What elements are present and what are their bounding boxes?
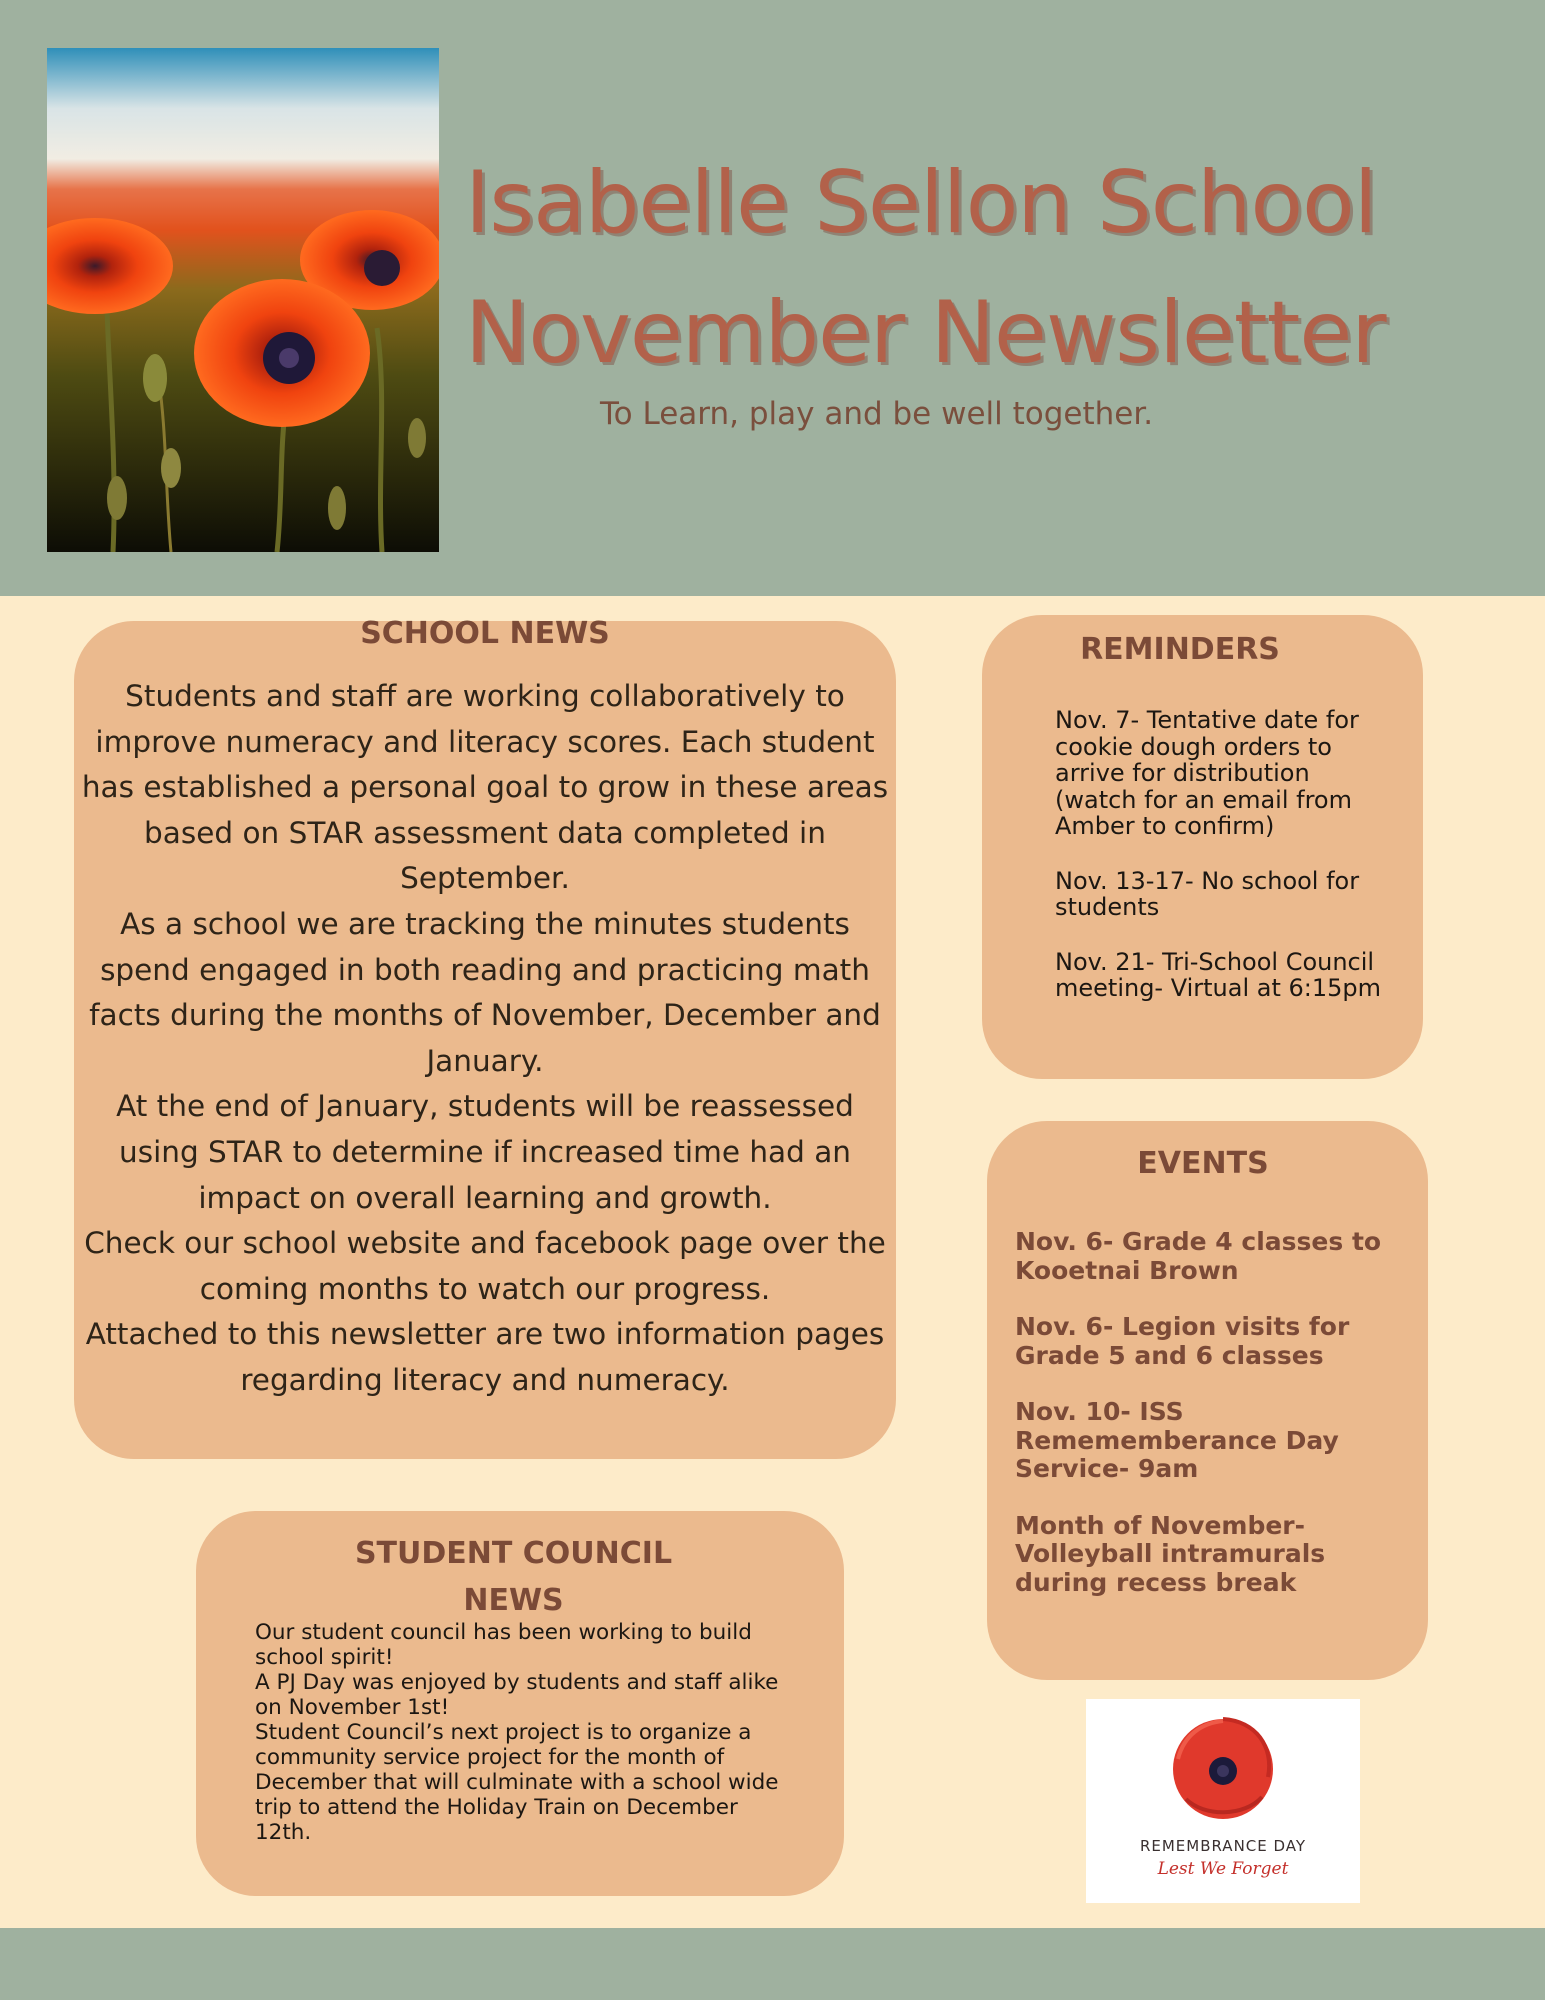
reminders-heading: REMINDERS (1080, 632, 1280, 667)
school-news-heading: SCHOOL NEWS (360, 616, 610, 651)
poppy-icon (1086, 1699, 1360, 1829)
newsletter-title (465, 138, 1525, 398)
student-council-heading (326, 1530, 701, 1624)
events-list (1015, 1228, 1425, 1625)
event-item: Nov. 6- Grade 4 classes to Kooetnai Brown (1015, 1227, 1382, 1285)
event-item: Nov. 6- Legion visits for Grade 5 and 6 classes (1015, 1312, 1350, 1370)
student-council-heading-line-1: STUDENT COUNCIL (354, 1536, 673, 1571)
school-tagline: To Learn, play and be well together. (600, 396, 1154, 432)
reminder-item: Nov. 21- Tri-School Council meeting- Virtual at 6:15pm (1055, 947, 1382, 1002)
student-council-line: Our student council has been working to build school spirit! (255, 1620, 752, 1670)
poppy-field-image (47, 48, 439, 552)
title-line-2: November Newsletter (465, 283, 1386, 383)
event-item: Month of November- Volleyball intramurals during recess break (1015, 1510, 1326, 1597)
school-news-paragraph: At the end of January, students will be reassessed using STAR to determine if increased time had an impact on overall learning and growth. (116, 1089, 854, 1215)
events-heading: EVENTS (1137, 1146, 1269, 1181)
school-news-paragraph: As a school we are tracking the minutes students spend engaged in both reading and practicing math facts during the months of November, December and January. (89, 906, 881, 1078)
title-line-1: Isabelle Sellon School (465, 153, 1377, 253)
poppy-field-photo (47, 48, 439, 552)
school-news-paragraph: Attached to this newsletter are two information pages regarding literacy and numeracy. (85, 1317, 885, 1397)
school-news-paragraph: Students and staff are working collaboratively to improve numeracy and literacy scores. Each student has established a personal goal to grow in these areas based on STAR assessment data completed in September. (81, 679, 889, 896)
footer-banner (0, 1928, 1545, 2000)
school-news-paragraph: Check our school website and facebook page over the coming months to watch our progress. (84, 1226, 886, 1306)
lest-we-forget-text: Lest We Forget (1157, 1859, 1289, 1879)
remembrance-day-badge (1086, 1699, 1360, 1903)
event-item: Nov. 10- ISS Remememberance Day Service- 9am (1015, 1397, 1339, 1483)
student-council-heading-line-2: NEWS (463, 1583, 564, 1618)
student-council-line: A PJ Day was enjoyed by students and staff alike on November 1st! (255, 1670, 779, 1720)
reminders-list (1055, 707, 1395, 1030)
remembrance-day-text: REMEMBRANCE DAY (1139, 1837, 1307, 1855)
student-council-line: Student Council’s next project is to organize a community service project for the month of December that will culminate with a school wide trip to attend the Holiday Train on December 12th. (255, 1720, 779, 1845)
student-council-body (255, 1620, 800, 1845)
reminder-item: Nov. 13-17- No school for students (1055, 866, 1360, 921)
school-news-body (78, 674, 892, 1404)
reminder-item: Nov. 7- Tentative date for cookie dough orders to arrive for distribution (watch for an email from Amber to confirm) (1055, 706, 1359, 840)
